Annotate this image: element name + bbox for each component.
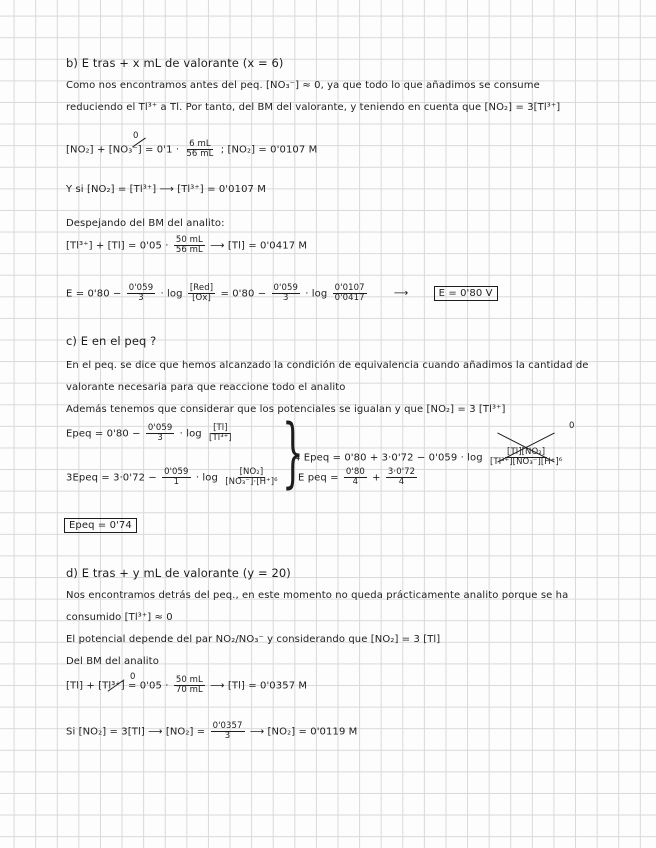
section-b-paragraph-3: Despejando del BM del analito: xyxy=(66,218,225,229)
fraction: $\frac{\text{[NO₂]}}{\text{[NO₃⁻]·[H⁺]⁶}}$ xyxy=(225,467,278,487)
fraction: $\frac{50 mL}{56 mL}$ xyxy=(175,235,203,255)
fraction: $\frac{0'059}{3}$ xyxy=(273,283,298,303)
log-label: · log xyxy=(179,428,202,440)
strike-mark-icon xyxy=(108,681,124,692)
equation-b-tl-balance xyxy=(66,236,307,255)
equation-c-tl-potential xyxy=(66,424,236,443)
fraction: $\frac{0'059}{1}$ xyxy=(164,467,189,487)
equation-left: [NO₂] + [NO₃⁻] = 0'1 · xyxy=(66,144,180,156)
log-label: · log xyxy=(160,288,183,300)
zero-annotation: 0 xyxy=(130,672,136,682)
section-c-paragraph-1: En el peq. se dice que hemos alcanzado la condición de equivalencia cuando añadimos la cantidad de xyxy=(66,360,589,371)
arrow-icon: ⟶ xyxy=(393,288,409,300)
result-box-c: Epeq = 0'74 xyxy=(64,518,137,533)
fraction: $\frac{[Tl]}{\text{[Tl³⁺]}}$ xyxy=(209,423,232,443)
equation-c-no-potential xyxy=(66,468,282,487)
zero-annotation: 0 xyxy=(133,131,139,141)
zero-annotation: 0 xyxy=(569,421,575,431)
equation-b-no2-balance xyxy=(66,140,317,159)
equation-part: Epeq = 0'80 − xyxy=(66,428,141,440)
section-d-heading: d) E tras + y mL de valorante (y = 20) xyxy=(66,566,291,580)
section-d-paragraph-4: Del BM del analito xyxy=(66,656,159,667)
equation-part: E = 0'80 − xyxy=(66,288,122,300)
fraction: $\frac{0'059}{3}$ xyxy=(128,283,154,303)
fraction: $\frac{50 mL}{70 mL}$ xyxy=(175,675,203,695)
section-d-paragraph-1: Nos encontramos detrás del peq., en este momento no queda prácticamente analito porque se ha xyxy=(66,590,569,601)
log-label: · log xyxy=(195,472,218,484)
equation-left: [Tl] + [Tl³⁺] = 0'05 · xyxy=(66,680,169,692)
fraction: $\frac{\text{[Red]}}{[Ox]}$ xyxy=(189,283,214,303)
equation-d-no2 xyxy=(66,722,357,741)
section-d-paragraph-2: consumido [Tl³⁺] ≈ 0 xyxy=(66,612,173,623)
section-d-paragraph-3: El potencial depende del par NO₂/NO₃⁻ y considerando que [NO₂] = 3 [Tl] xyxy=(66,634,441,645)
result-box-b: E = 0'80 V xyxy=(434,286,498,301)
equation-part: = 0'80 − xyxy=(220,288,267,300)
section-c-paragraph-3: Además tenemos que considerar que los potenciales se igualan y que [NO₂] = 3 [Tl³⁺] xyxy=(66,404,506,415)
equation-b-nernst xyxy=(66,284,498,303)
section-c-paragraph-2: valorante necesaria para que reaccione todo el analito xyxy=(66,382,346,393)
section-c-heading: c) E en el peq ? xyxy=(66,334,157,348)
fraction: $\frac{6 mL}{56 mL}$ xyxy=(186,139,214,159)
equation-part: 4 Epeq = 0'80 + 3·0'72 − 0'059 · log xyxy=(294,452,483,464)
section-b-paragraph-1: Como nos encontramos antes del peq. [NO₃⁻] ≈ 0, ya que todo lo que añadimos se consume xyxy=(66,80,540,91)
equation-right: ⟶ [Tl] = 0'0357 M xyxy=(210,680,308,692)
equation-right: ⟶ [Tl] = 0'0417 M xyxy=(210,240,308,252)
plus-sign: + xyxy=(372,472,381,484)
right-brace-icon: } xyxy=(282,407,304,496)
fraction: $\frac{0'059}{3}$ xyxy=(147,423,173,443)
equation-d-tl-balance xyxy=(66,676,307,695)
equation-right: ; [NO₂] = 0'0107 M xyxy=(220,144,318,156)
section-b-heading: b) E tras + x mL de valorante (x = 6) xyxy=(66,56,284,70)
fraction: $\frac{0'0357}{3}$ xyxy=(212,721,243,741)
equation-b-tl3-value: Y si [NO₂] = [Tl³⁺] ⟶ [Tl³⁺] = 0'0107 M xyxy=(66,184,267,195)
equation-left: [Tl³⁺] + [Tl] = 0'05 · xyxy=(66,240,169,252)
fraction: $\frac{0'0107}{0'0417}$ xyxy=(334,283,365,303)
cross-out-icon xyxy=(494,426,558,468)
fraction: $\frac{3\cdot 0'72}{4}$ xyxy=(387,467,416,487)
equation-c-epeq xyxy=(298,468,419,487)
fraction: $\frac{0'80}{4}$ xyxy=(345,467,365,487)
equation-part: Si [NO₂] = 3[Tl] ⟶ [NO₂] = xyxy=(66,726,206,738)
fraction: $\frac{\text{[Tl][NO₂]}}{\text{[Tl³⁺][NO₃⁻][H⁺]⁶}}$ xyxy=(490,447,563,467)
log-label: · log xyxy=(305,288,328,300)
equation-part: 3Epeq = 3·0'72 − xyxy=(66,472,157,484)
section-b-paragraph-2: reduciendo el Tl³⁺ a Tl. Por tanto, del BM del valorante, y teniendo en cuenta que [NO₂] = 3[Tl³⁺] xyxy=(66,102,561,113)
equation-part: ⟶ [NO₂] = 0'0119 M xyxy=(249,726,358,738)
equation-part: E peq = xyxy=(298,472,339,484)
